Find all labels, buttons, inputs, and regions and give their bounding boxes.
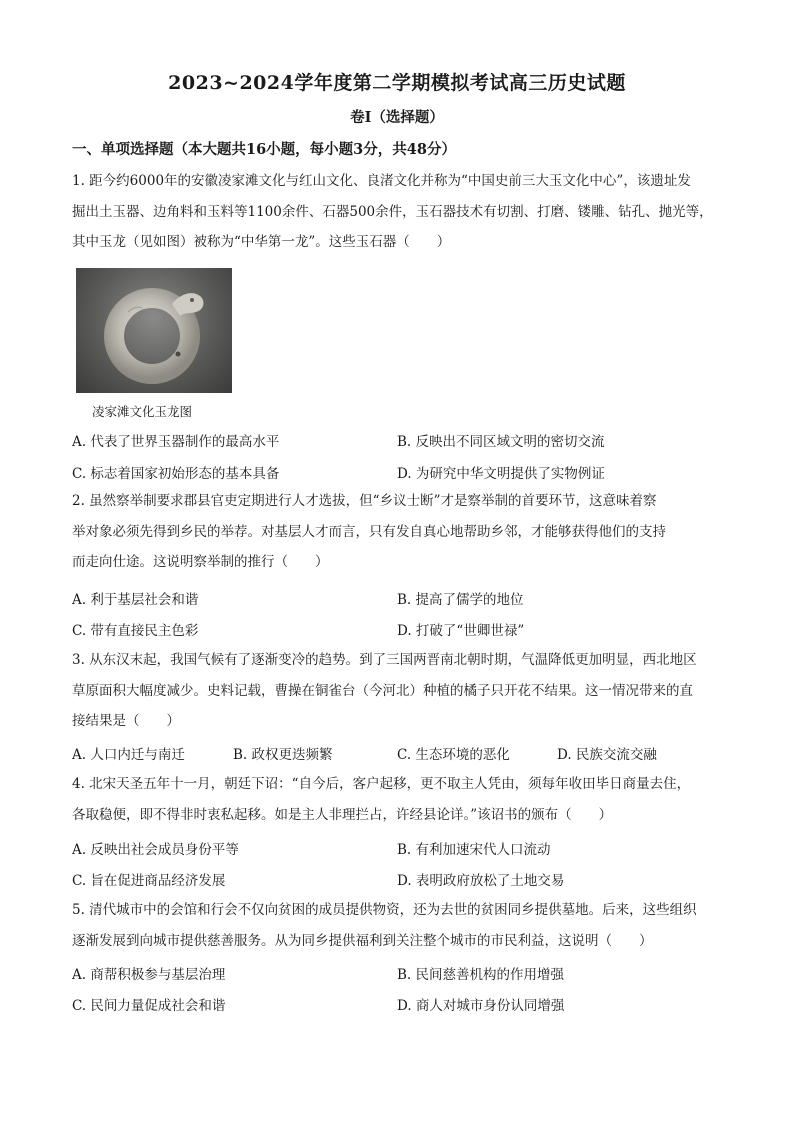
exam-title: 2023~2024学年度第二学期模拟考试高三历史试题 [168,72,626,94]
question-3-line: 接结果是（ ） [72,713,180,729]
q5-option-a[interactable]: A. 商帮积极参与基层治理 [72,967,226,983]
q1-option-d[interactable]: D. 为研究中华文明提供了实物例证 [397,466,605,482]
question-3-line: 3. 从东汉末起，我国气候有了逐渐变冷的趋势。到了三国两晋南北朝时期，气温降低更加明显，西北地区 [72,652,697,668]
q2-option-c[interactable]: C. 带有直接民主色彩 [72,623,199,639]
q3-option-c[interactable]: C. 生态环境的恶化 [397,747,510,763]
figure-caption: 凌家滩文化玉龙图 [92,404,193,419]
q2-option-a[interactable]: A. 利于基层社会和谐 [72,592,199,608]
q4-option-a[interactable]: A. 反映出社会成员身份平等 [72,842,239,858]
question-5-line: 5. 清代城市中的会馆和行会不仅向贫困的成员提供物资，还为去世的贫困同乡提供墓地。后来，这些组织 [72,902,697,918]
question-2-line: 2. 虽然察举制要求郡县官吏定期进行人才选拔，但“乡议士断”才是察举制的首要环节，这意味着察 [72,493,657,509]
q4-option-c[interactable]: C. 旨在促进商品经济发展 [72,873,226,889]
question-5 [72,895,728,956]
q1-option-a[interactable]: A. 代表了世界玉器制作的最高水平 [72,434,280,450]
question-1-line: 掘出土玉器、边角料和玉料等1100余件、石器500余件，玉石器技术有切割、打磨、镂雕、钻孔、抛光等， [72,203,713,220]
jade-dragon-image [76,268,232,393]
q2-option-d[interactable]: D. 打破了“世卿世禄” [397,623,525,639]
question-3-line: 草原面积大幅度减少。史料记载，曹操在铜雀台（今河北）种植的橘子只开花不结果。这一情况带来的直 [72,682,693,699]
q1-option-c[interactable]: C. 标志着国家初始形态的基本具备 [72,466,280,482]
q3-option-d[interactable]: D. 民族交流交融 [557,747,657,763]
paper-subtitle: 卷Ⅰ（选择题） [350,109,444,126]
q2-option-b[interactable]: B. 提高了儒学的地位 [397,592,524,608]
q5-option-c[interactable]: C. 民间力量促成社会和谐 [72,998,226,1014]
section-heading: 一、单项选择题（本大题共16小题，每小题3分，共48分） [72,141,456,158]
q5-option-b[interactable]: B. 民间慈善机构的作用增强 [397,967,565,983]
question-2-line: 而走向仕途。这说明察举制的推行（ ） [72,554,329,570]
question-4-line: 4. 北宋天圣五年十一月，朝廷下诏：“自今后，客户起移，更不取主人凭由，须每年收田毕日商量去住， [72,776,691,792]
question-4-line: 各取稳便，即不得非时衷私起移。如是主人非理拦占，许经县论详。”该诏书的颁布（ ） [72,806,613,823]
q4-option-b[interactable]: B. 有利加速宋代人口流动 [397,842,551,858]
question-1 [72,166,728,258]
q4-option-d[interactable]: D. 表明政府放松了土地交易 [397,873,565,889]
q1-option-b[interactable]: B. 反映出不同区域文明的密切交流 [397,434,605,450]
question-1-line: 其中玉龙（见如图）被称为“中华第一龙”。这些玉石器（ ） [72,234,451,250]
question-3 [72,645,728,737]
jade-dragon-icon [76,268,232,393]
question-1-line: 1. 距今约6000年的安徽凌家滩文化与红山文化、良渚文化并称为“中国史前三大玉文化中心”，该遗址发 [72,173,691,189]
question-2 [72,486,728,578]
question-5-line: 逐渐发展到向城市提供慈善服务。从为同乡提供福利到关注整个城市的市民利益，这说明（ ） [72,932,653,949]
question-2-line: 举对象必须先得到乡民的举荐。对基层人才而言，只有发自真心地帮助乡邻，才能够获得他们的支持 [72,523,666,540]
question-4 [72,769,728,830]
q5-option-d[interactable]: D. 商人对城市身份认同增强 [397,998,565,1014]
q3-option-a[interactable]: A. 人口内迁与南迁 [72,747,185,763]
q3-option-b[interactable]: B. 政权更迭频繁 [233,747,333,763]
